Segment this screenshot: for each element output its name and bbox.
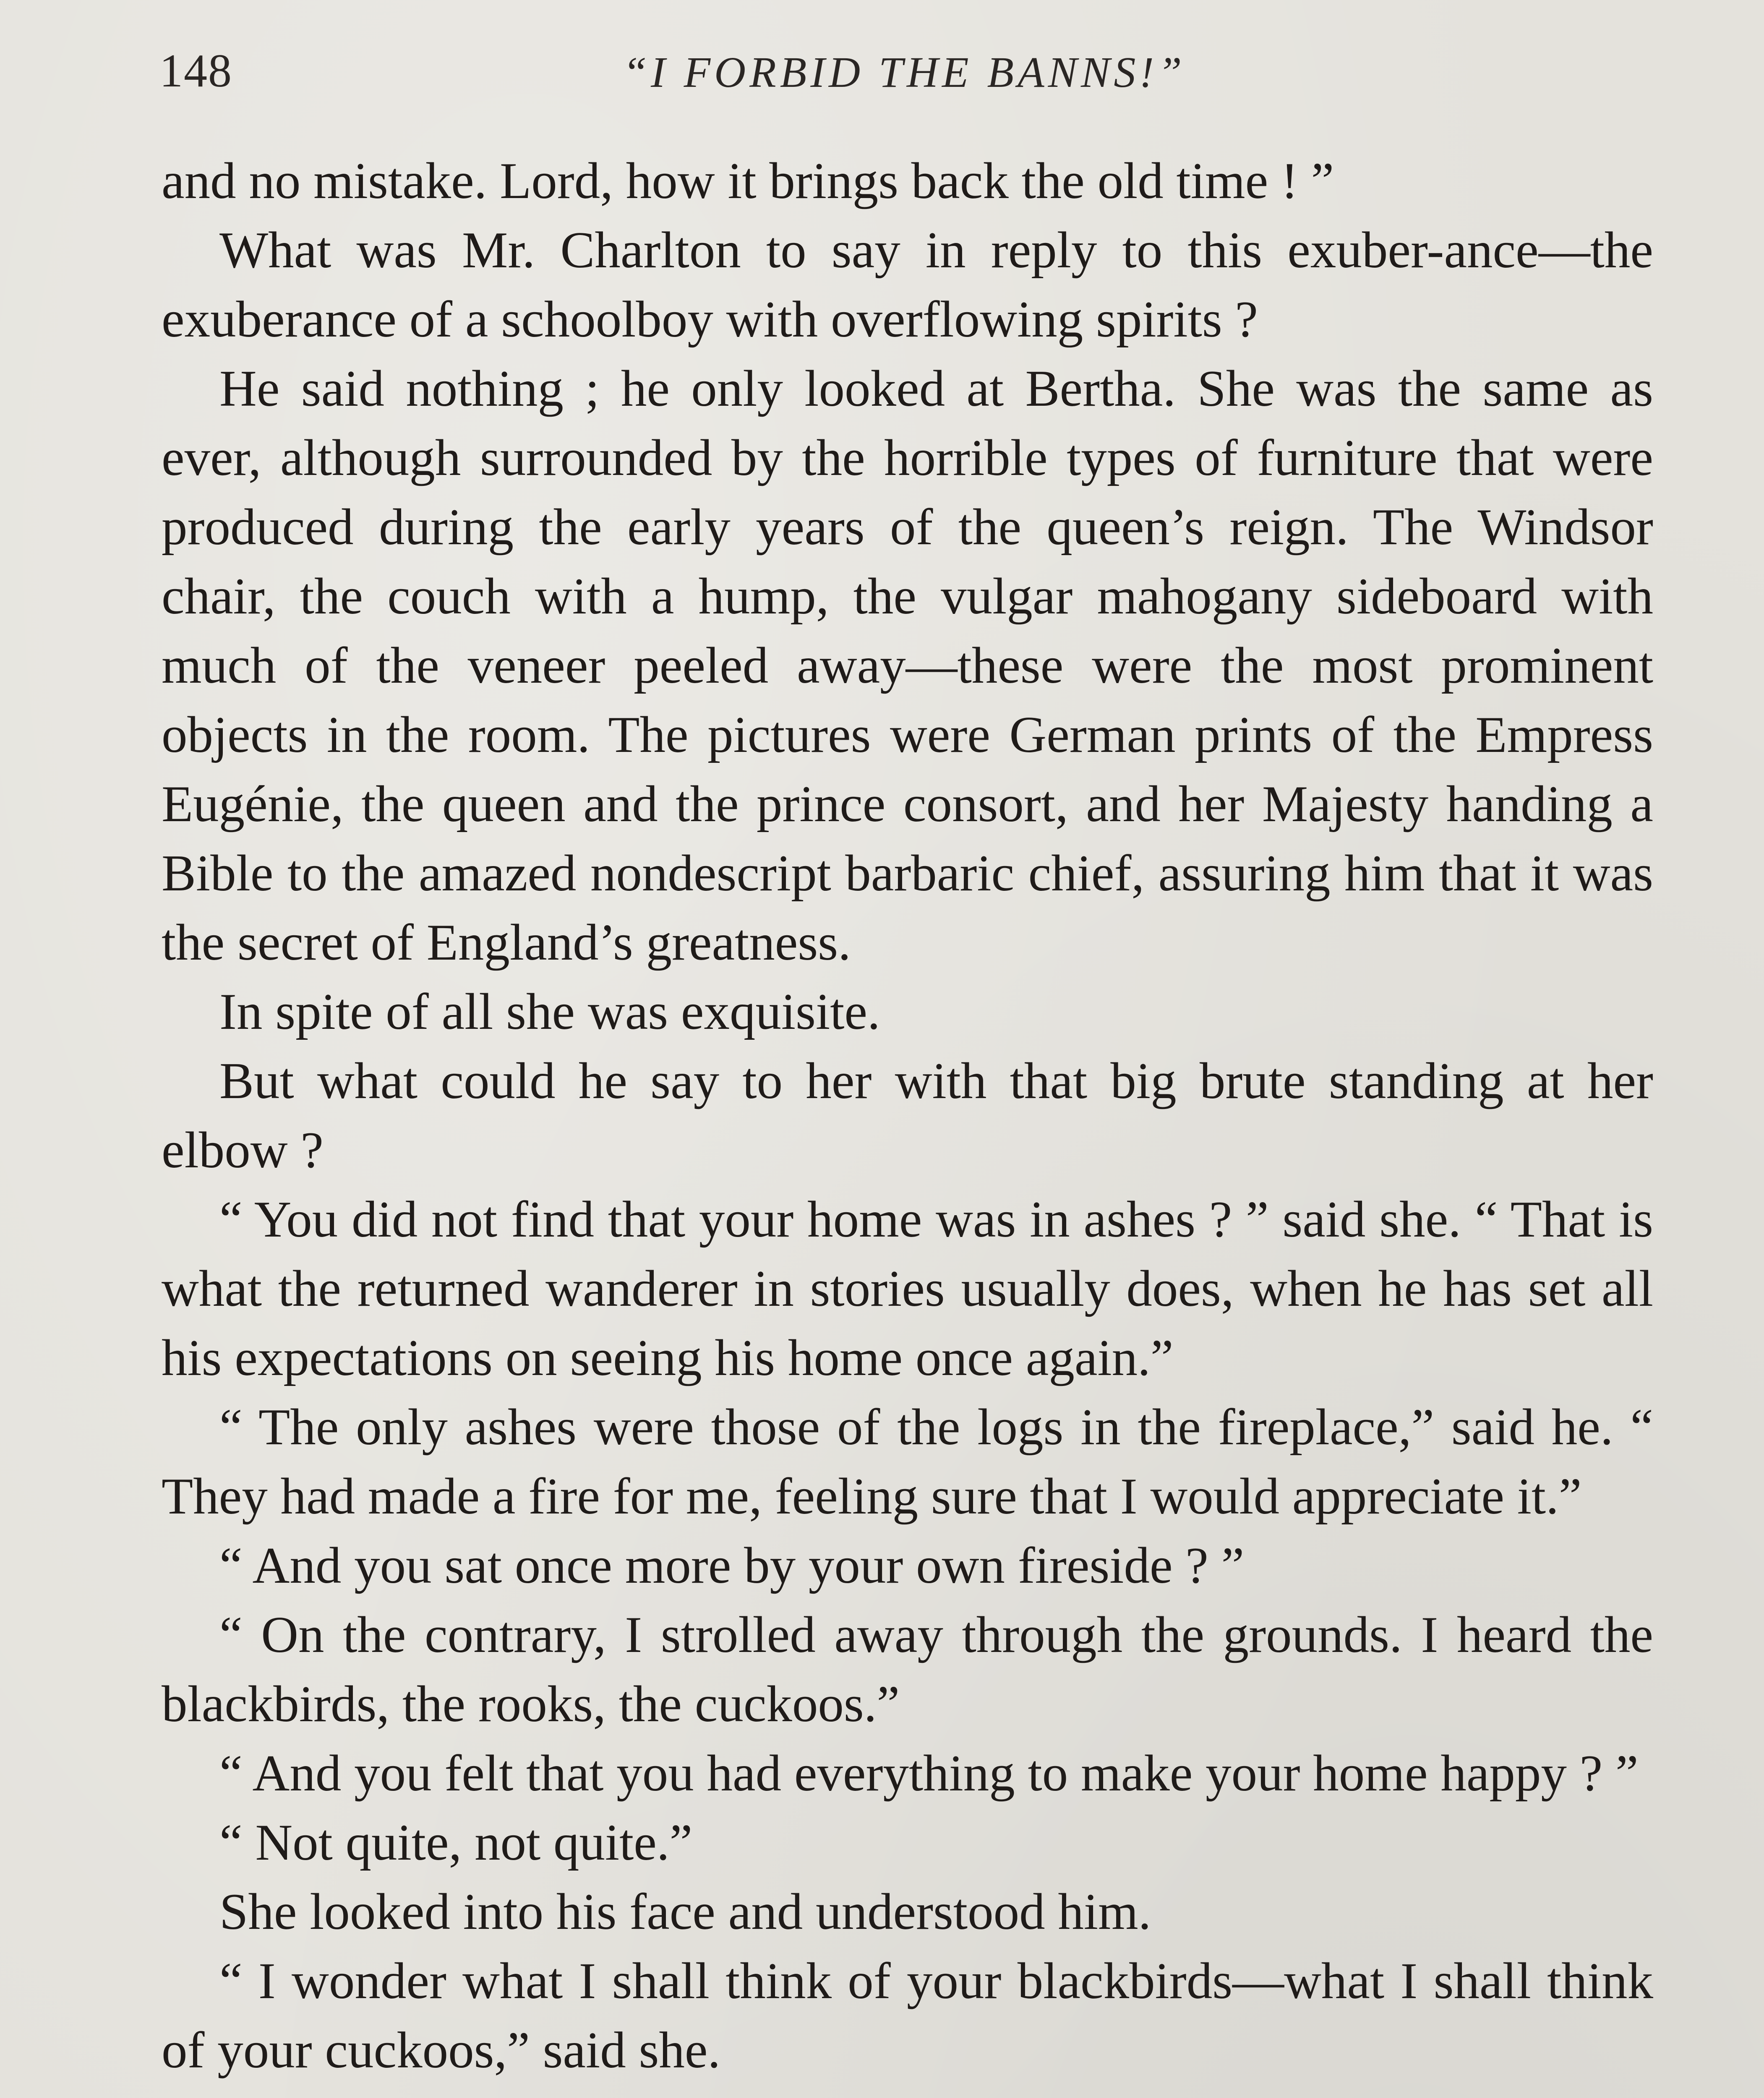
body-text xyxy=(162,146,1653,2085)
paragraph: “ Not quite, not quite.” xyxy=(219,1814,693,1871)
paragraph: In spite of all she was exquisite. xyxy=(219,983,880,1040)
paragraph: “ I wonder what I shall think of your blackbirds—what I shall think of your cuckoos,” said she. xyxy=(162,1952,1653,2079)
page-header xyxy=(159,44,1649,107)
running-title: “I FORBID THE BANNS!” xyxy=(623,48,1186,97)
paragraph: “ The only ashes were those of the logs in the fireplace,” said he. “ They had made a fire for me, feeling sure that I would appreciate it.” xyxy=(162,1398,1653,1525)
paragraph: “ You did not find that your home was in ashes ? ” said she. “ That is what the returned wanderer in stories usually does, when he has set all his expectations on seeing his home once again.” xyxy=(162,1190,1653,1386)
paragraph: “ And you felt that you had everything to make your home happy ? ” xyxy=(219,1744,1639,1802)
paragraph: What was Mr. Charlton to say in reply to this exuber-ance—the exuberance of a schoolboy with overflowing spirits ? xyxy=(162,221,1653,348)
paragraph: He said nothing ; he only looked at Bertha. She was the same as ever, although surrounded by the horrible types of furniture that were produced during the early years of the queen’s reign. The Windsor chair, the couch with a hump, the vulgar mahogany sideboard with much of the veneer peeled away—these were the most prominent objects in the room. The pictures were German prints of the Empress Eugénie, the queen and the prince consort, and her Majesty handing a Bible to the amazed nondescript barbaric chief, assuring him that it was the secret of England’s greatness. xyxy=(162,360,1653,971)
paragraph: “ On the contrary, I strolled away through the grounds. I heard the blackbirds, the rooks, the cuckoos.” xyxy=(162,1606,1653,1733)
paragraph: “ And you sat once more by your own fireside ? ” xyxy=(219,1537,1245,1594)
paragraph: She looked into his face and understood him. xyxy=(219,1883,1151,1940)
paragraph: But what could he say to her with that big brute standing at her elbow ? xyxy=(162,1052,1653,1179)
paragraph: and no mistake. Lord, how it brings back the old time ! ” xyxy=(162,152,1334,209)
page-number: 148 xyxy=(159,45,232,97)
